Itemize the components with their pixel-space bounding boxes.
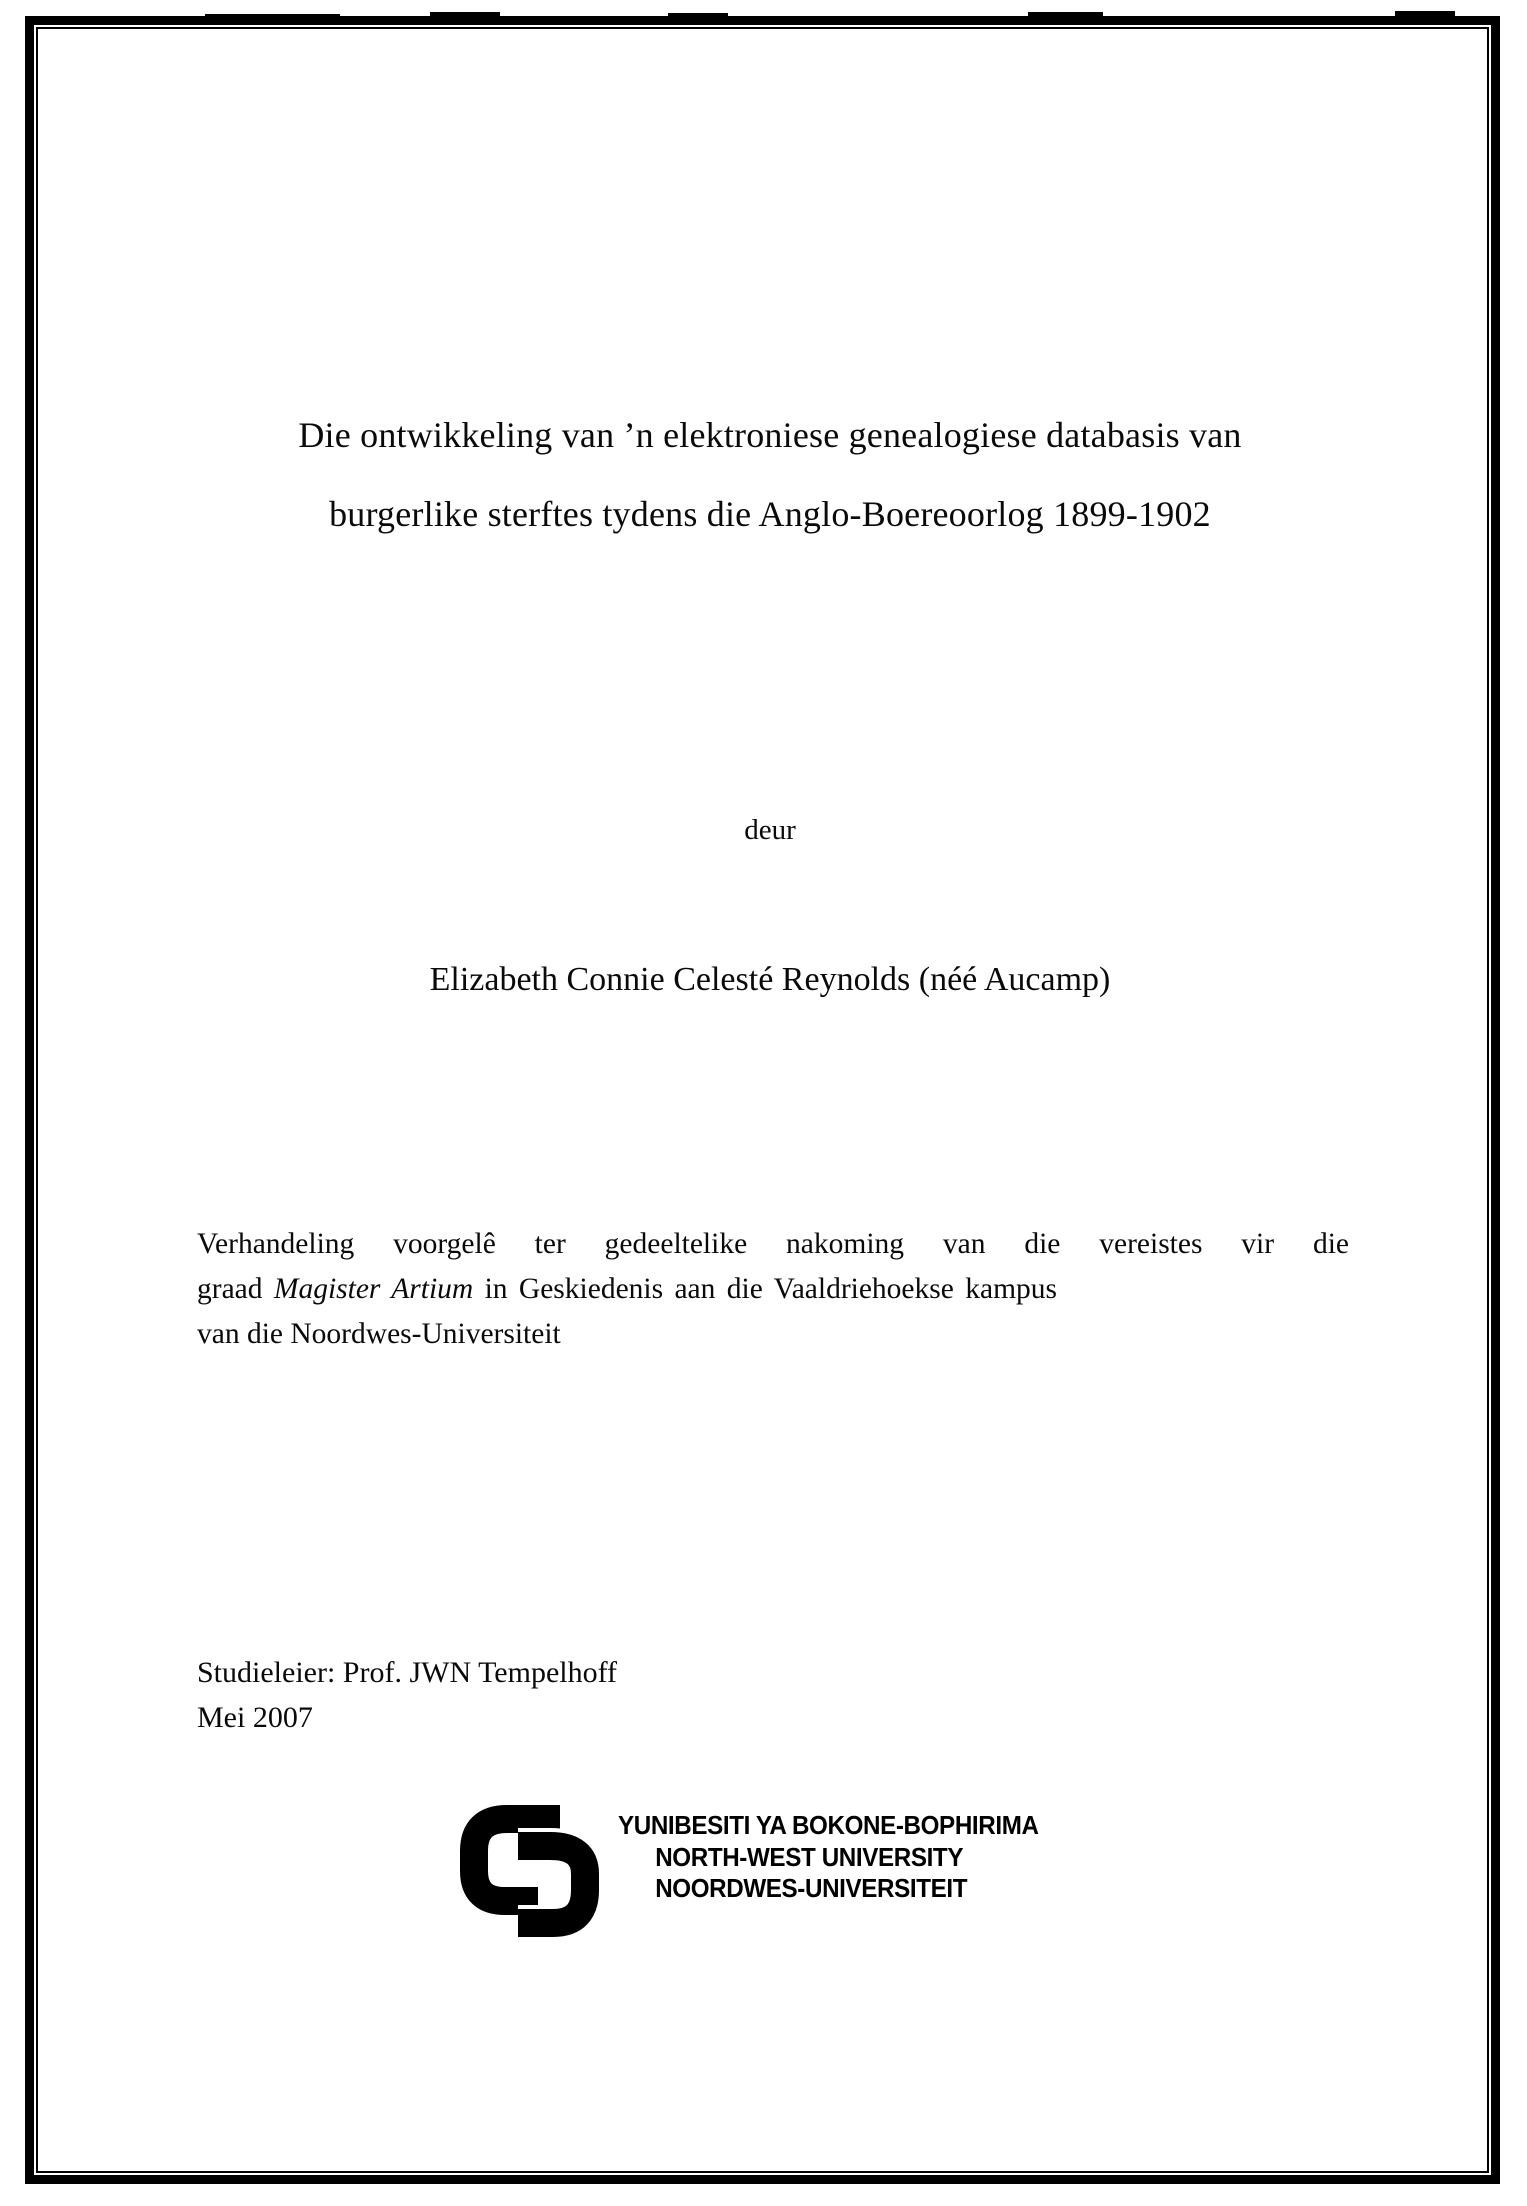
university-logo-text [618, 1802, 1039, 1905]
byline-deur: deur [744, 814, 796, 846]
statement-line-2-prefix: graad [197, 1273, 274, 1305]
nwu-chain-links-icon [458, 1802, 610, 1942]
logo-line-afrikaans: NOORDWES-UNIVERSITEIT [655, 1873, 968, 1903]
statement-line-1: Verhandeling voorgelê ter gedeeltelike nakoming van die vereistes vir die [197, 1228, 1349, 1260]
university-logo [458, 1802, 1070, 1942]
thesis-title [50, 396, 1490, 554]
title-line-1: Die ontwikkeling van ’n elektroniese genealogiese databasis van [298, 415, 1242, 455]
logo-line-english: NORTH-WEST UNIVERSITY [655, 1841, 964, 1872]
statement-line-2 [197, 1267, 1349, 1312]
statement-line-2-suffix: in Geskiedenis aan die Vaaldriehoekse kampus [473, 1273, 1057, 1305]
title-line-2: burgerlike sterftes tydens die Anglo-Boereoorlog 1899-1902 [329, 494, 1211, 534]
thesis-statement [197, 1222, 1349, 1357]
author-name: Elizabeth Connie Celesté Reynolds (néé Aucamp) [429, 961, 1111, 998]
supervisor-block [197, 1650, 617, 1740]
date-line: Mei 2007 [197, 1701, 313, 1734]
statement-line-3: van die Noordwes-Universiteit [197, 1318, 561, 1350]
degree-name: Magister Artium [273, 1273, 474, 1305]
logo-line-setswana: YUNIBESITI YA BOKONE-BOPHIRIMA [618, 1810, 1039, 1840]
supervisor-line: Studieleier: Prof. JWN Tempelhoff [197, 1656, 618, 1689]
